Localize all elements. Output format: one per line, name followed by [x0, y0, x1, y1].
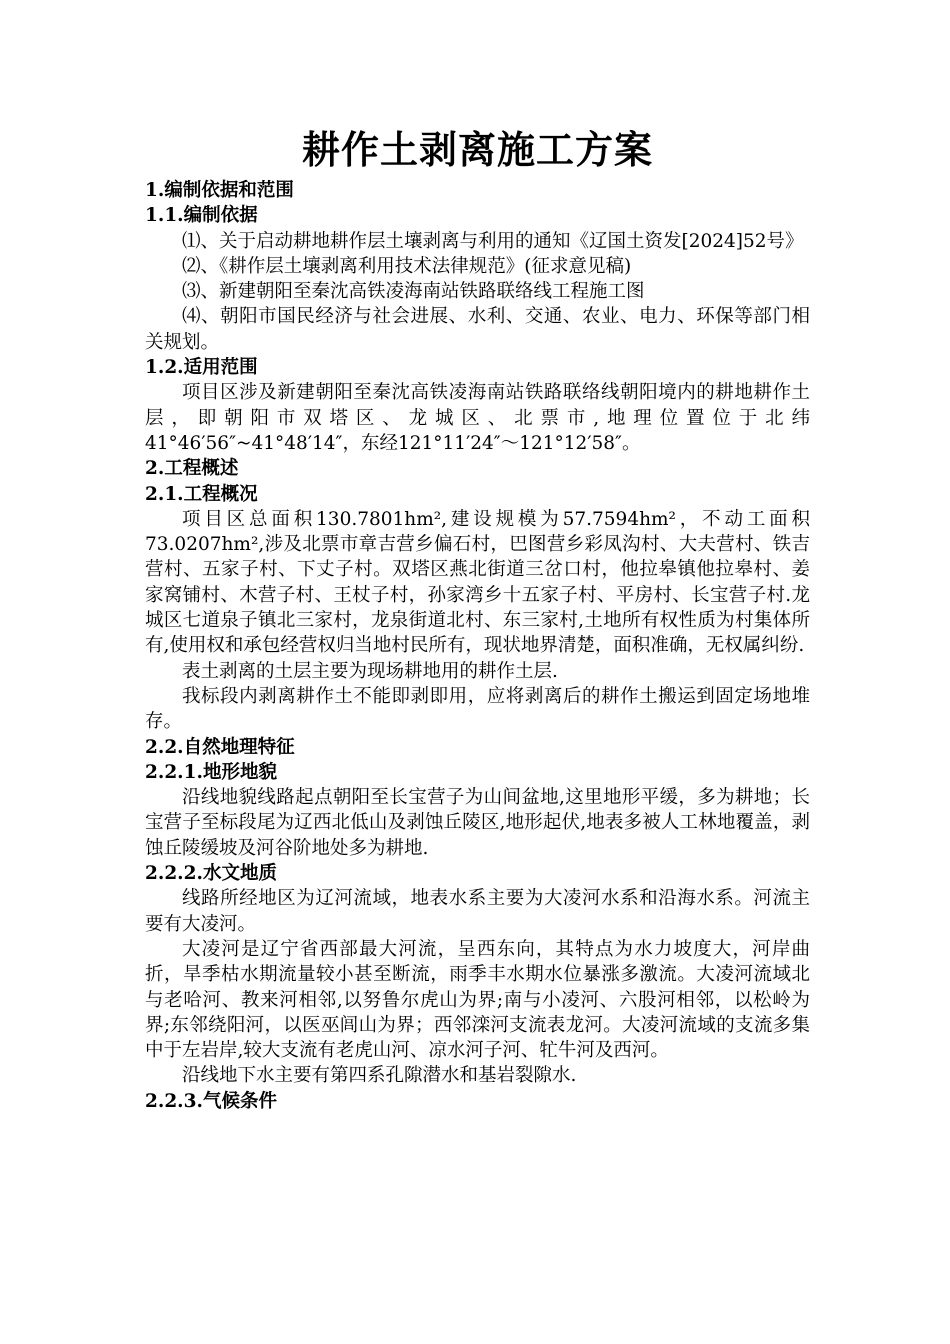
- body-paragraph: 项目区总面积130.7801hm²,建设规模为57.7594hm²，不动工面积73.0207hm²,涉及北票市章吉营乡偏石村，巴图营乡彩凤沟村、大夫营村、铁吉营村、五家子村、下丈子村。双塔区燕北街道三岔口村，他拉皋镇他拉皋村、姜家窝铺村、木营子村、王杖子村，孙家湾乡十五家子村、平房村、长宝营子村.龙城区七道泉子镇北三家村，龙泉街道北村、东三家村,土地所有权性质为村集体所有,使用权和承包经营权归当地村民所有，现状地界清楚，面积准确，无权属纠纷.: [145, 508, 810, 657]
- document-body: [145, 122, 810, 1114]
- section-heading: 2.2.3.气候条件: [145, 1090, 277, 1112]
- body-paragraph: 沿线地貌线路起点朝阳至长宝营子为山间盆地,这里地形平缓，多为耕地；长宝营子至标段尾为辽西北低山及剥蚀丘陵区,地形起伏,地表多被人工林地覆盖，剥蚀丘陵缓坡及河谷阶地处多为耕地.: [145, 787, 810, 859]
- body-paragraph: ⑴、关于启动耕地耕作层土壤剥离与利用的通知《辽国土资发[2024]52号》: [182, 230, 804, 252]
- section-heading: 1.2.适用范围: [145, 357, 258, 379]
- document-title: 耕作土剥离施工方案: [301, 127, 653, 172]
- body-paragraph: ⑵、《耕作层土壤剥离利用技术法律规范》(征求意见稿): [182, 255, 632, 277]
- section-heading: 2.工程概述: [145, 458, 239, 480]
- document-content: [145, 178, 810, 1114]
- section-heading: 1.编制依据和范围: [145, 180, 294, 201]
- section-heading: 2.2.1.地形地貌: [145, 761, 277, 783]
- section-heading: 2.2.2.水文地质: [145, 863, 277, 885]
- section-heading: 2.2.自然地理特征: [145, 736, 295, 758]
- body-paragraph: 我标段内剥离耕作土不能即剥即用，应将剥离后的耕作土搬运到固定场地堆存。: [145, 685, 810, 733]
- body-paragraph: 表土剥离的土层主要为现场耕地用的耕作土层.: [182, 660, 558, 682]
- section-heading: 2.1.工程概况: [145, 483, 258, 505]
- body-paragraph: ⑷、朝阳市国民经济与社会进展、水利、交通、农业、电力、环保等部门相关规划。: [145, 306, 810, 353]
- body-paragraph: 项目区涉及新建朝阳至秦沈高铁凌海南站铁路联络线朝阳境内的耕地耕作土层，即朝阳市双塔区、龙城区、北票市,地理位置位于北纬41°46′56″~41°48′14″，东经121°11′24″～121°12′58″。: [145, 382, 810, 454]
- body-paragraph: 大凌河是辽宁省西部最大河流，呈西东向，其特点为水力坡度大，河岸曲折，旱季枯水期流量较小甚至断流，雨季丰水期水位暴涨多激流。大凌河流域北与老哈河、教来河相邻,以努鲁尔虎山为界;南与小凌河、六股河相邻，以松岭为界;东邻绕阳河，以医巫闾山为界；西邻滦河支流表龙河。大凌河流域的支流多集中于左岩岸,较大支流有老虎山河、凉水河子河、牤牛河及西河。: [145, 938, 810, 1062]
- body-paragraph: 线路所经地区为辽河流域，地表水系主要为大凌河水系和沿海水系。河流主要有大凌河。: [145, 888, 810, 935]
- body-paragraph: ⑶、新建朝阳至秦沈高铁凌海南站铁路联络线工程施工图: [182, 281, 645, 303]
- section-heading: 1.1.编制依据: [145, 205, 258, 227]
- body-paragraph: 沿线地下水主要有第四系孔隙潜水和基岩裂隙水.: [182, 1065, 577, 1087]
